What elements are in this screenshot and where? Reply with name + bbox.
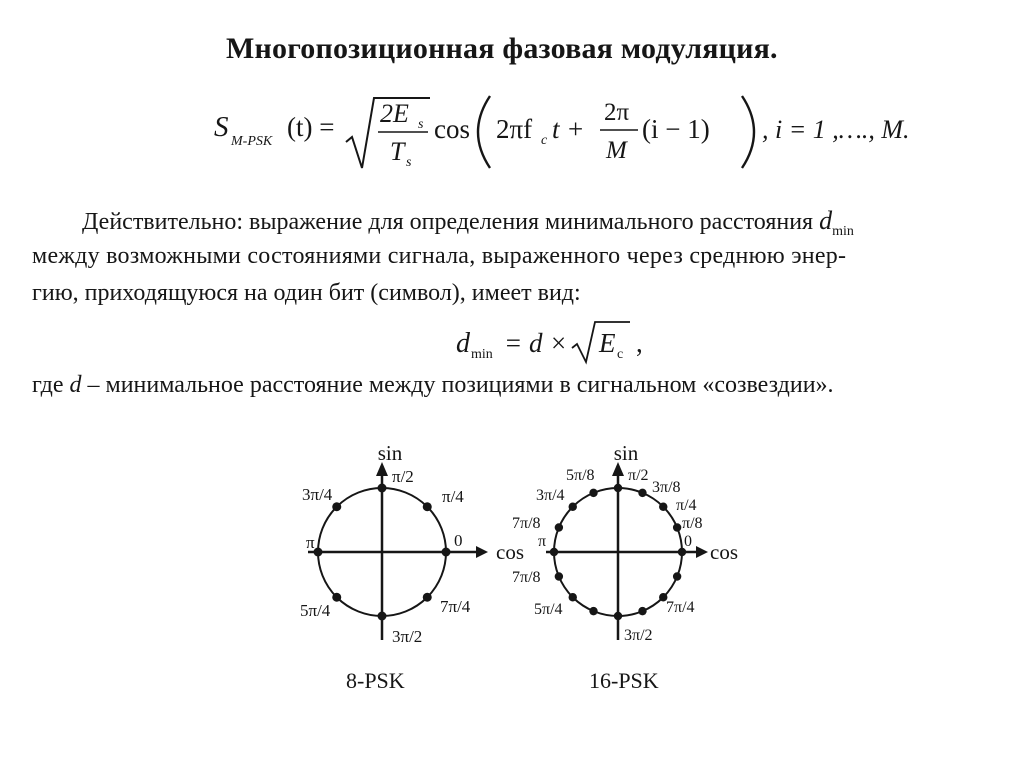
psk16-label: 5π/8 — [566, 467, 595, 484]
dmin-rad: E — [599, 328, 616, 358]
psk16-label: 3π/8 — [652, 479, 681, 496]
mpsk-formula — [214, 92, 910, 172]
psk8-cos-arrow — [476, 546, 488, 558]
psk16-point — [673, 523, 681, 531]
psk8-label: π/4 — [442, 487, 464, 506]
psk16-svg — [500, 430, 740, 650]
psk16-point — [550, 548, 558, 556]
where-prefix: где — [32, 372, 64, 398]
psk16-point — [569, 503, 577, 511]
inner-frac-den: M — [606, 137, 627, 164]
psk16-caption: 16-PSK — [589, 668, 659, 693]
formula-s-sub: M-PSK — [231, 134, 273, 149]
psk8-cos-label: cos — [496, 540, 524, 564]
psk16-point — [638, 607, 646, 615]
inner-frac-num: 2π — [604, 99, 630, 126]
paragraph-line-3: гию, приходящуюся на один бит (символ), имеет вид: — [32, 280, 581, 306]
paragraph-line-2: между возможными состояниями сигнала, выраженного через среднюю энер- — [32, 243, 847, 269]
formula-tail: , i = 1 ,…., M. — [762, 115, 910, 144]
psk8-point — [332, 593, 341, 602]
psk16-diagram — [500, 430, 740, 650]
psk16-label: 0 — [684, 533, 692, 550]
psk16-label: 3π/4 — [536, 487, 565, 504]
psk8-caption: 8-PSK — [346, 668, 405, 693]
dmin-d: d — [819, 206, 833, 235]
psk16-label: 7π/8 — [512, 515, 541, 532]
psk16-cos-label: cos — [710, 540, 738, 564]
psk8-label: π — [306, 533, 315, 552]
psk16-sin-label: sin — [613, 441, 639, 465]
psk16-point — [659, 503, 667, 511]
formula-s: S — [214, 111, 229, 143]
psk8-point — [314, 548, 323, 557]
psk16-point — [614, 484, 622, 492]
psk8-point — [423, 502, 432, 511]
where-rest: – минимальное расстояние между позициями в сигнальном «созвездии». — [87, 372, 834, 398]
right-paren — [742, 96, 754, 168]
psk16-point — [569, 593, 577, 601]
psk8-point — [378, 484, 387, 493]
dmin-tail: , — [636, 328, 643, 358]
dmin-sub: min — [832, 223, 854, 239]
psk8-svg — [290, 430, 524, 650]
psk16-point — [638, 489, 646, 497]
dmin-lhs: d — [456, 328, 470, 359]
psk16-label: 7π/4 — [666, 599, 695, 616]
psk16-label: 3π/2 — [624, 627, 653, 644]
psk8-label: 3π/4 — [302, 485, 333, 504]
psk16-label: 5π/4 — [534, 601, 563, 618]
psk16-cos-arrow — [696, 546, 708, 558]
dmin-lhs-sub: min — [471, 347, 493, 362]
inner-c-sub: c — [541, 133, 548, 148]
psk8-point — [442, 548, 451, 557]
psk8-label: 5π/4 — [300, 601, 331, 620]
psk8-label: 7π/4 — [440, 597, 471, 616]
psk8-label: 3π/2 — [392, 627, 423, 646]
dmin-rad-sub: c — [617, 347, 624, 362]
psk8-label: π/2 — [392, 467, 414, 486]
psk8-sin-label: sin — [377, 441, 403, 465]
left-paren — [478, 96, 490, 168]
where-line — [32, 372, 834, 399]
psk8-diagram — [290, 430, 524, 650]
paragraph-line-1-text: Действительно: выражение для определения минимального расстояния — [82, 209, 814, 235]
psk8-point — [378, 612, 387, 621]
psk16-point — [589, 607, 597, 615]
frac-num-sub: s — [418, 117, 424, 132]
psk16-point — [673, 572, 681, 580]
psk16-label: π/4 — [676, 497, 697, 514]
psk16-label: 7π/8 — [512, 569, 541, 586]
where-d: d — [69, 372, 82, 398]
frac-den: T — [390, 137, 405, 166]
psk16-label: π/2 — [628, 467, 649, 484]
psk8-point — [332, 502, 341, 511]
page-title: Многопозиционная фазовая модуляция. — [226, 32, 778, 65]
paragraph-line-1 — [82, 206, 854, 240]
dmin-formula — [456, 318, 656, 368]
inner-2pif: 2πf — [496, 114, 533, 144]
frac-num: 2E — [380, 99, 409, 128]
psk16-point — [555, 523, 563, 531]
inner-i-minus-1: (i − 1) — [642, 114, 710, 144]
frac-den-sub: s — [406, 155, 412, 170]
dmin-eq: = d × — [504, 328, 568, 358]
formula-arg: (t) = — [287, 112, 335, 142]
psk8-label: 0 — [454, 531, 463, 550]
dmin-formula-svg — [456, 318, 656, 368]
mpsk-formula-svg — [214, 92, 910, 172]
psk16-label: π/8 — [682, 515, 703, 532]
inner-t: t + — [552, 114, 585, 144]
formula-cos: cos — [434, 114, 470, 144]
psk16-label: π — [538, 533, 547, 550]
psk16-point — [614, 612, 622, 620]
psk16-point — [589, 489, 597, 497]
psk8-point — [423, 593, 432, 602]
psk16-point — [555, 572, 563, 580]
